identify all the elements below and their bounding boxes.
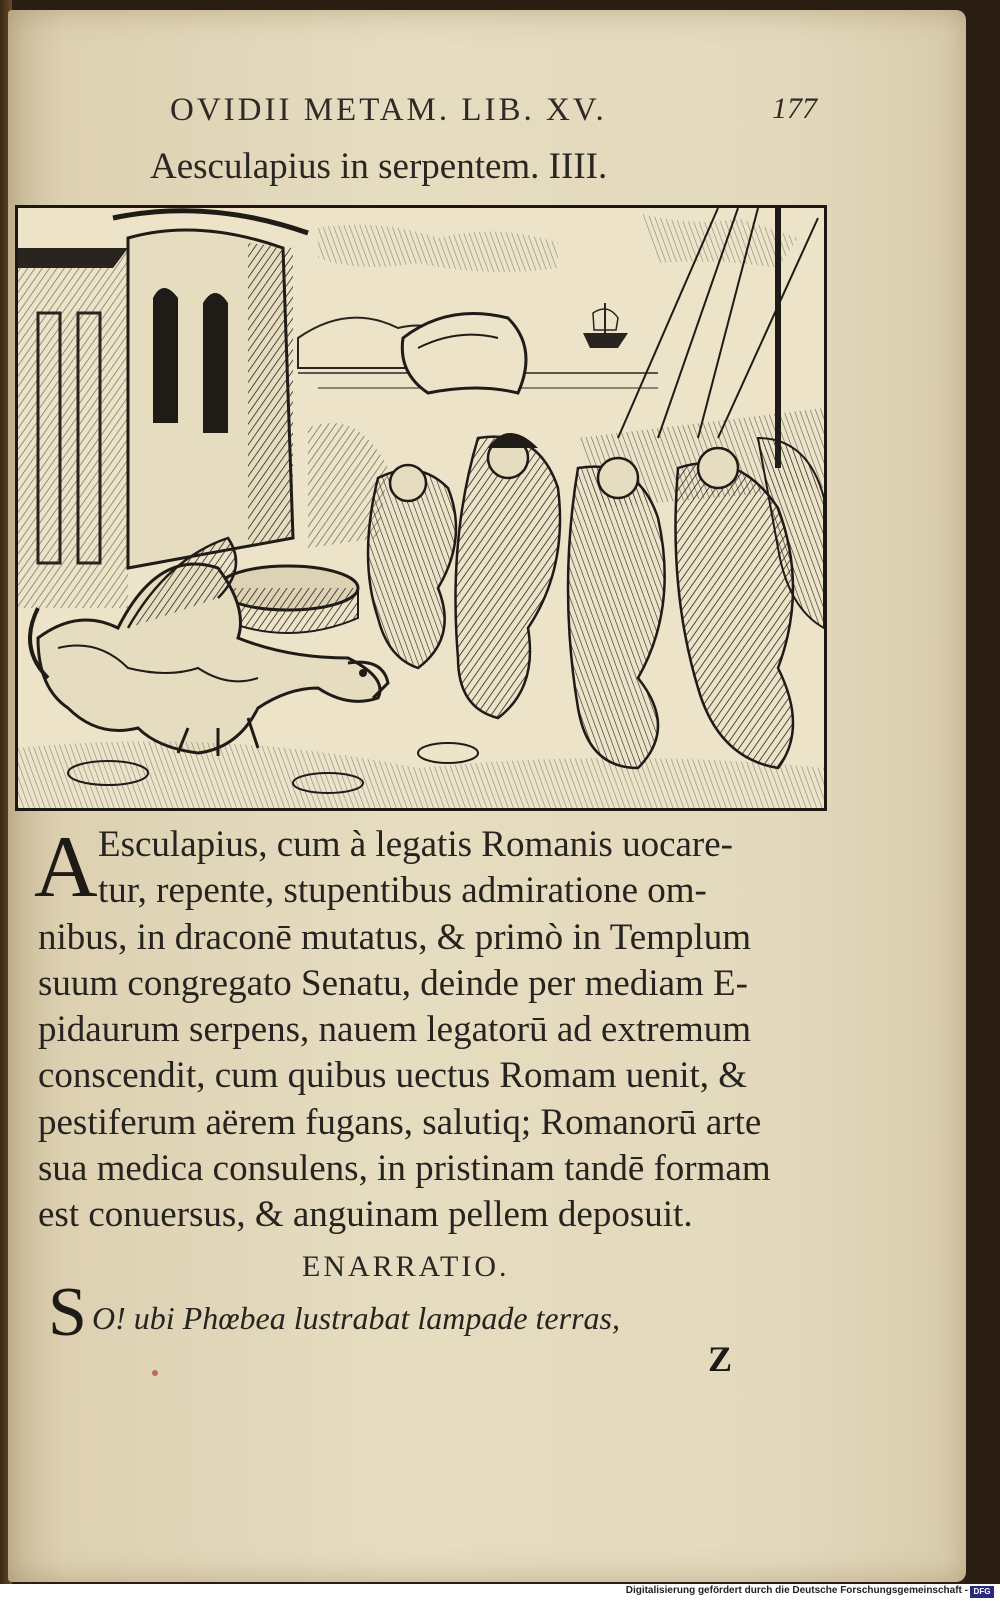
- signature-mark: Z: [708, 1339, 733, 1379]
- text-line-6: conscendit, cum quibus uectus Romam uenit, &: [38, 1055, 748, 1097]
- text-line-7: pestiferum aërem fugans, salutiq; Romanorū arte: [38, 1101, 762, 1143]
- text-line-4: suum congregato Senatu, deinde per mediam E-: [38, 962, 748, 1004]
- drop-cap-s: S: [48, 1274, 87, 1351]
- text-line-5: pidaurum serpens, nauem legatorū ad extremum: [38, 1009, 752, 1051]
- enarratio-heading: ENARRATIO.: [302, 1250, 510, 1283]
- page-number: 177: [772, 92, 817, 125]
- drop-cap-a: A: [34, 819, 98, 916]
- running-head: OVIDII METAM. LIB. XV.: [170, 92, 607, 128]
- woodcut-illustration: [15, 205, 827, 811]
- verse-line: O! ubi Phœbea lustrabat lampade terras,: [92, 1300, 620, 1336]
- text-line-3: nibus, in draconē mutatus, & primò in Templum: [38, 916, 752, 958]
- text-line-9: est conuersus, & anguinam pellem deposuit.: [38, 1194, 693, 1236]
- text-line-1: Esculapius, cum à legatis Romanis uocare-: [98, 824, 733, 865]
- woodcut-title: Aesculapius in serpentem. IIII.: [150, 146, 608, 187]
- footer-credit: Digitalisierung gefördert durch die Deutsche Forschungsgemeinschaft -: [625, 1585, 968, 1596]
- ink-stain: [152, 1370, 158, 1376]
- main-text-block: [38, 822, 838, 1239]
- text-line-2: tur, repente, stupentibus admiratione om-: [98, 870, 707, 912]
- text-line-8: sua medica consulens, in pristinam tandē formam: [38, 1148, 771, 1190]
- dfg-logo: DFG: [970, 1586, 994, 1598]
